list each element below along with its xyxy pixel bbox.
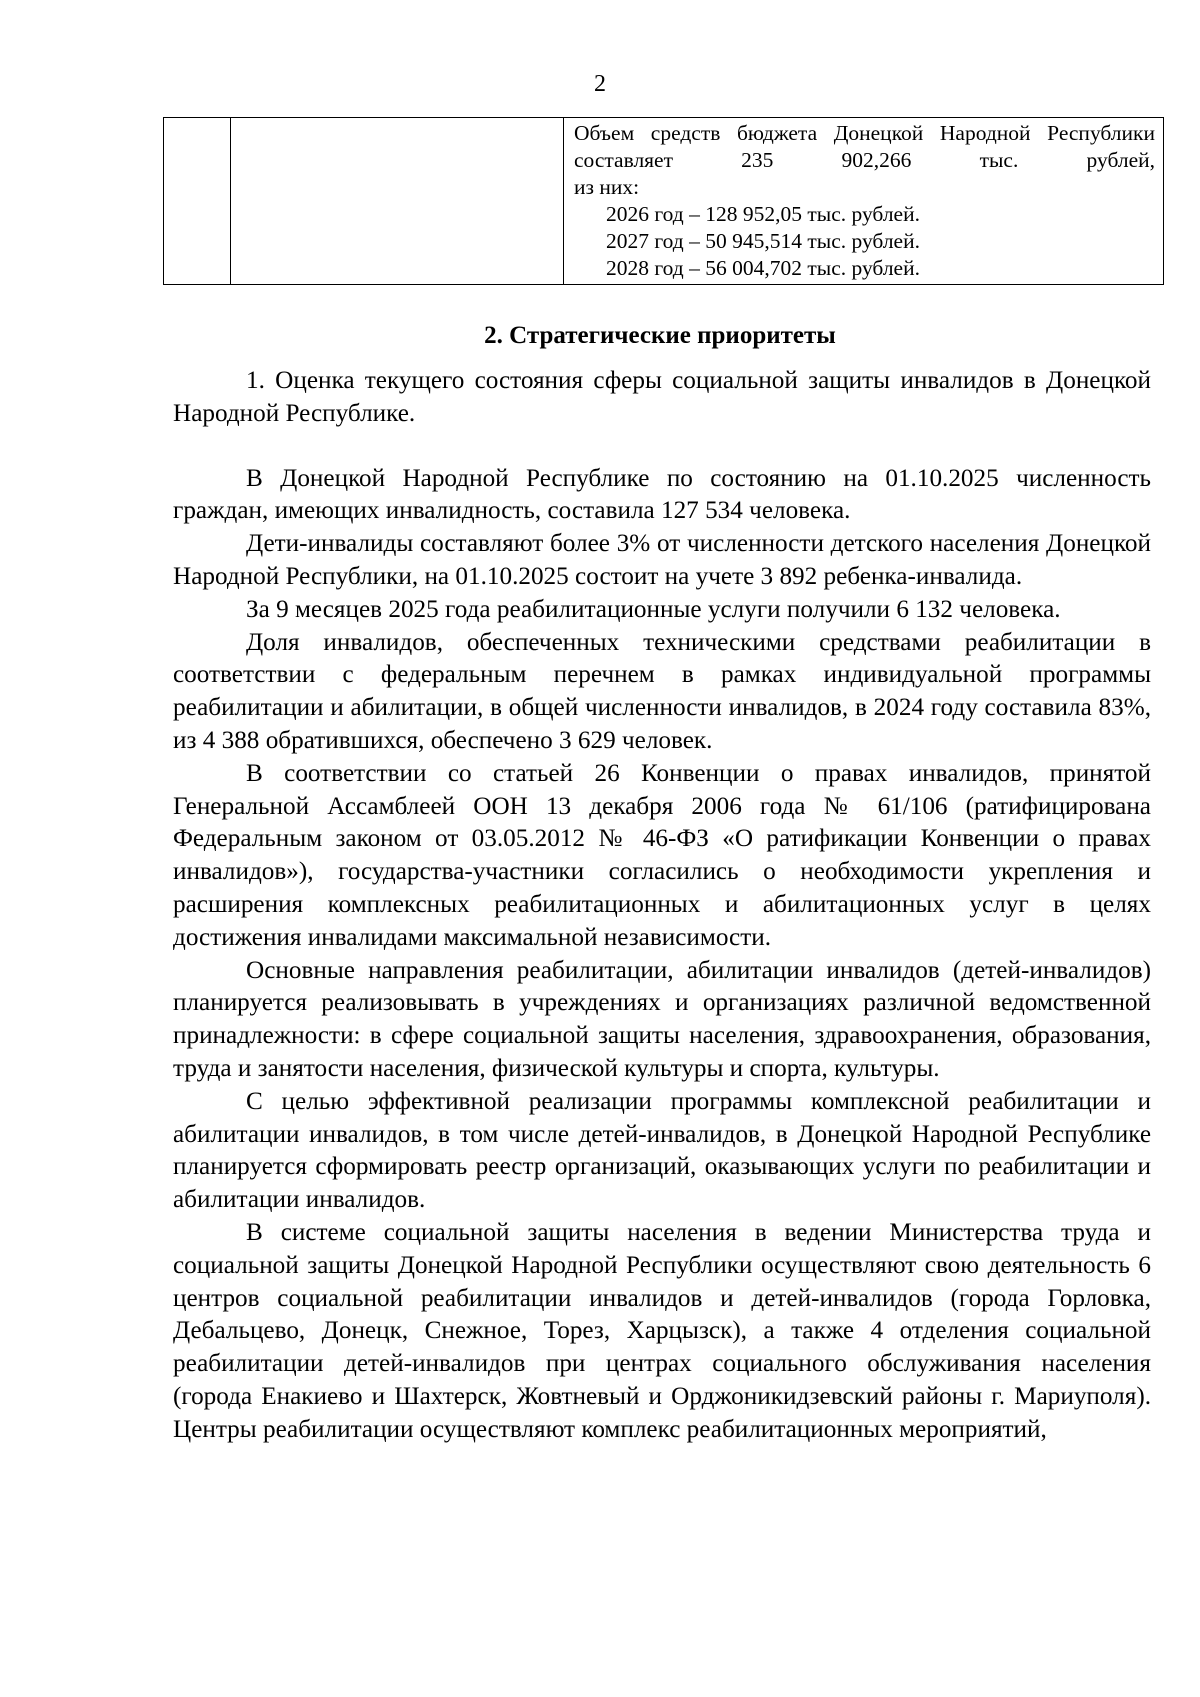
budget-year-2026: 2026 год – 128 952,05 тыс. рублей. (606, 202, 920, 226)
budget-main-text: Объем средств бюджета Донецкой Народной Республики составляет 235 902,266 тыс. рублей, (574, 121, 1155, 172)
table-cell-empty-1 (164, 118, 231, 285)
section-title: 2. Стратегические приоритеты (484, 322, 836, 349)
table-cell-empty-2 (231, 118, 564, 285)
page-number: 2 (594, 71, 606, 97)
paragraph-rehab-services: За 9 месяцев 2025 года реабилитационные услуги получили 6 132 человека. (246, 595, 1061, 623)
main-content (173, 365, 1151, 1447)
paragraph-disabled-count: В Донецкой Народной Республике по состоянию на 01.10.2025 численность граждан, имеющих инвалидность, составила 127 534 человека. (173, 464, 1151, 525)
table-row (164, 118, 1164, 285)
budget-year-2027: 2027 год – 50 945,514 тыс. рублей. (606, 229, 920, 253)
paragraph-convention: В соответствии со статьей 26 Конвенции о правах инвалидов, принятой Генеральной Ассамблеей ООН 13 декабря 2006 года № 61/106 (ратифицирована Федеральным законом от 03.05.2012 № 46-ФЗ «О ратификации Конвенции о правах инвалидов»), государства-участники согласились о необходимости укрепления и расширения комплексных реабилитационных и абилитационных услуг в целях достижения инвалидами максимальной независимости. (173, 759, 1151, 951)
paragraph-technical-means: Доля инвалидов, обеспеченных техническими средствами реабилитации в соответствии с федеральным перечнем в рамках индивидуальной программы реабилитации и абилитации, в общей численности инвалидов, в 2024 году составила 83%, из 4 388 обратившихся, обеспечено 3 629 человек. (173, 628, 1151, 754)
budget-tail-text: из них: (574, 175, 640, 199)
budget-table (163, 117, 1164, 285)
paragraph-centers: В системе социальной защиты населения в ведении Министерства труда и социальной защиты Донецкой Народной Республики осуществляют свою деятельность 6 центров социальной реабилитации инвалидов и детей-инвалидов (города Горловка, Дебальцево, Донецк, Снежное, Торез, Харцызск), а также 4 отделения социальной реабилитации детей-инвалидов при центрах социального обслуживания населения (города Енакиево и Шахтерск, Жовтневый и Орджоникидзевский районы г. Мариуполя). Центры реабилитации осуществляют комплекс реабилитационных мероприятий, (173, 1218, 1151, 1443)
paragraph-assessment: 1. Оценка текущего состояния сферы социальной защиты инвалидов в Донецкой Народной Республике. (173, 367, 1151, 427)
budget-year-2028: 2028 год – 56 004,702 тыс. рублей. (606, 256, 920, 280)
paragraph-registry: С целью эффективной реализации программы комплексной реабилитации и абилитации инвалидов, в том числе детей-инвалидов, в Донецкой Народной Республике планируется сформировать реестр организаций, оказывающих услуги по реабилитации и абилитации инвалидов. (173, 1087, 1151, 1214)
paragraph-directions: Основные направления реабилитации, абилитации инвалидов (детей-инвалидов) планируется реализовывать в учреждениях и организациях различной ведомственной принадлежности: в сфере социальной защиты населения, здравоохранения, образования, труда и занятости населения, физической культуры и спорта, культуры. (173, 956, 1151, 1082)
paragraph-children: Дети-инвалиды составляют более 3% от численности детского населения Донецкой Народной Республики, на 01.10.2025 состоит на учете 3 892 ребенка-инвалида. (173, 530, 1151, 590)
budget-cell (564, 118, 1164, 285)
